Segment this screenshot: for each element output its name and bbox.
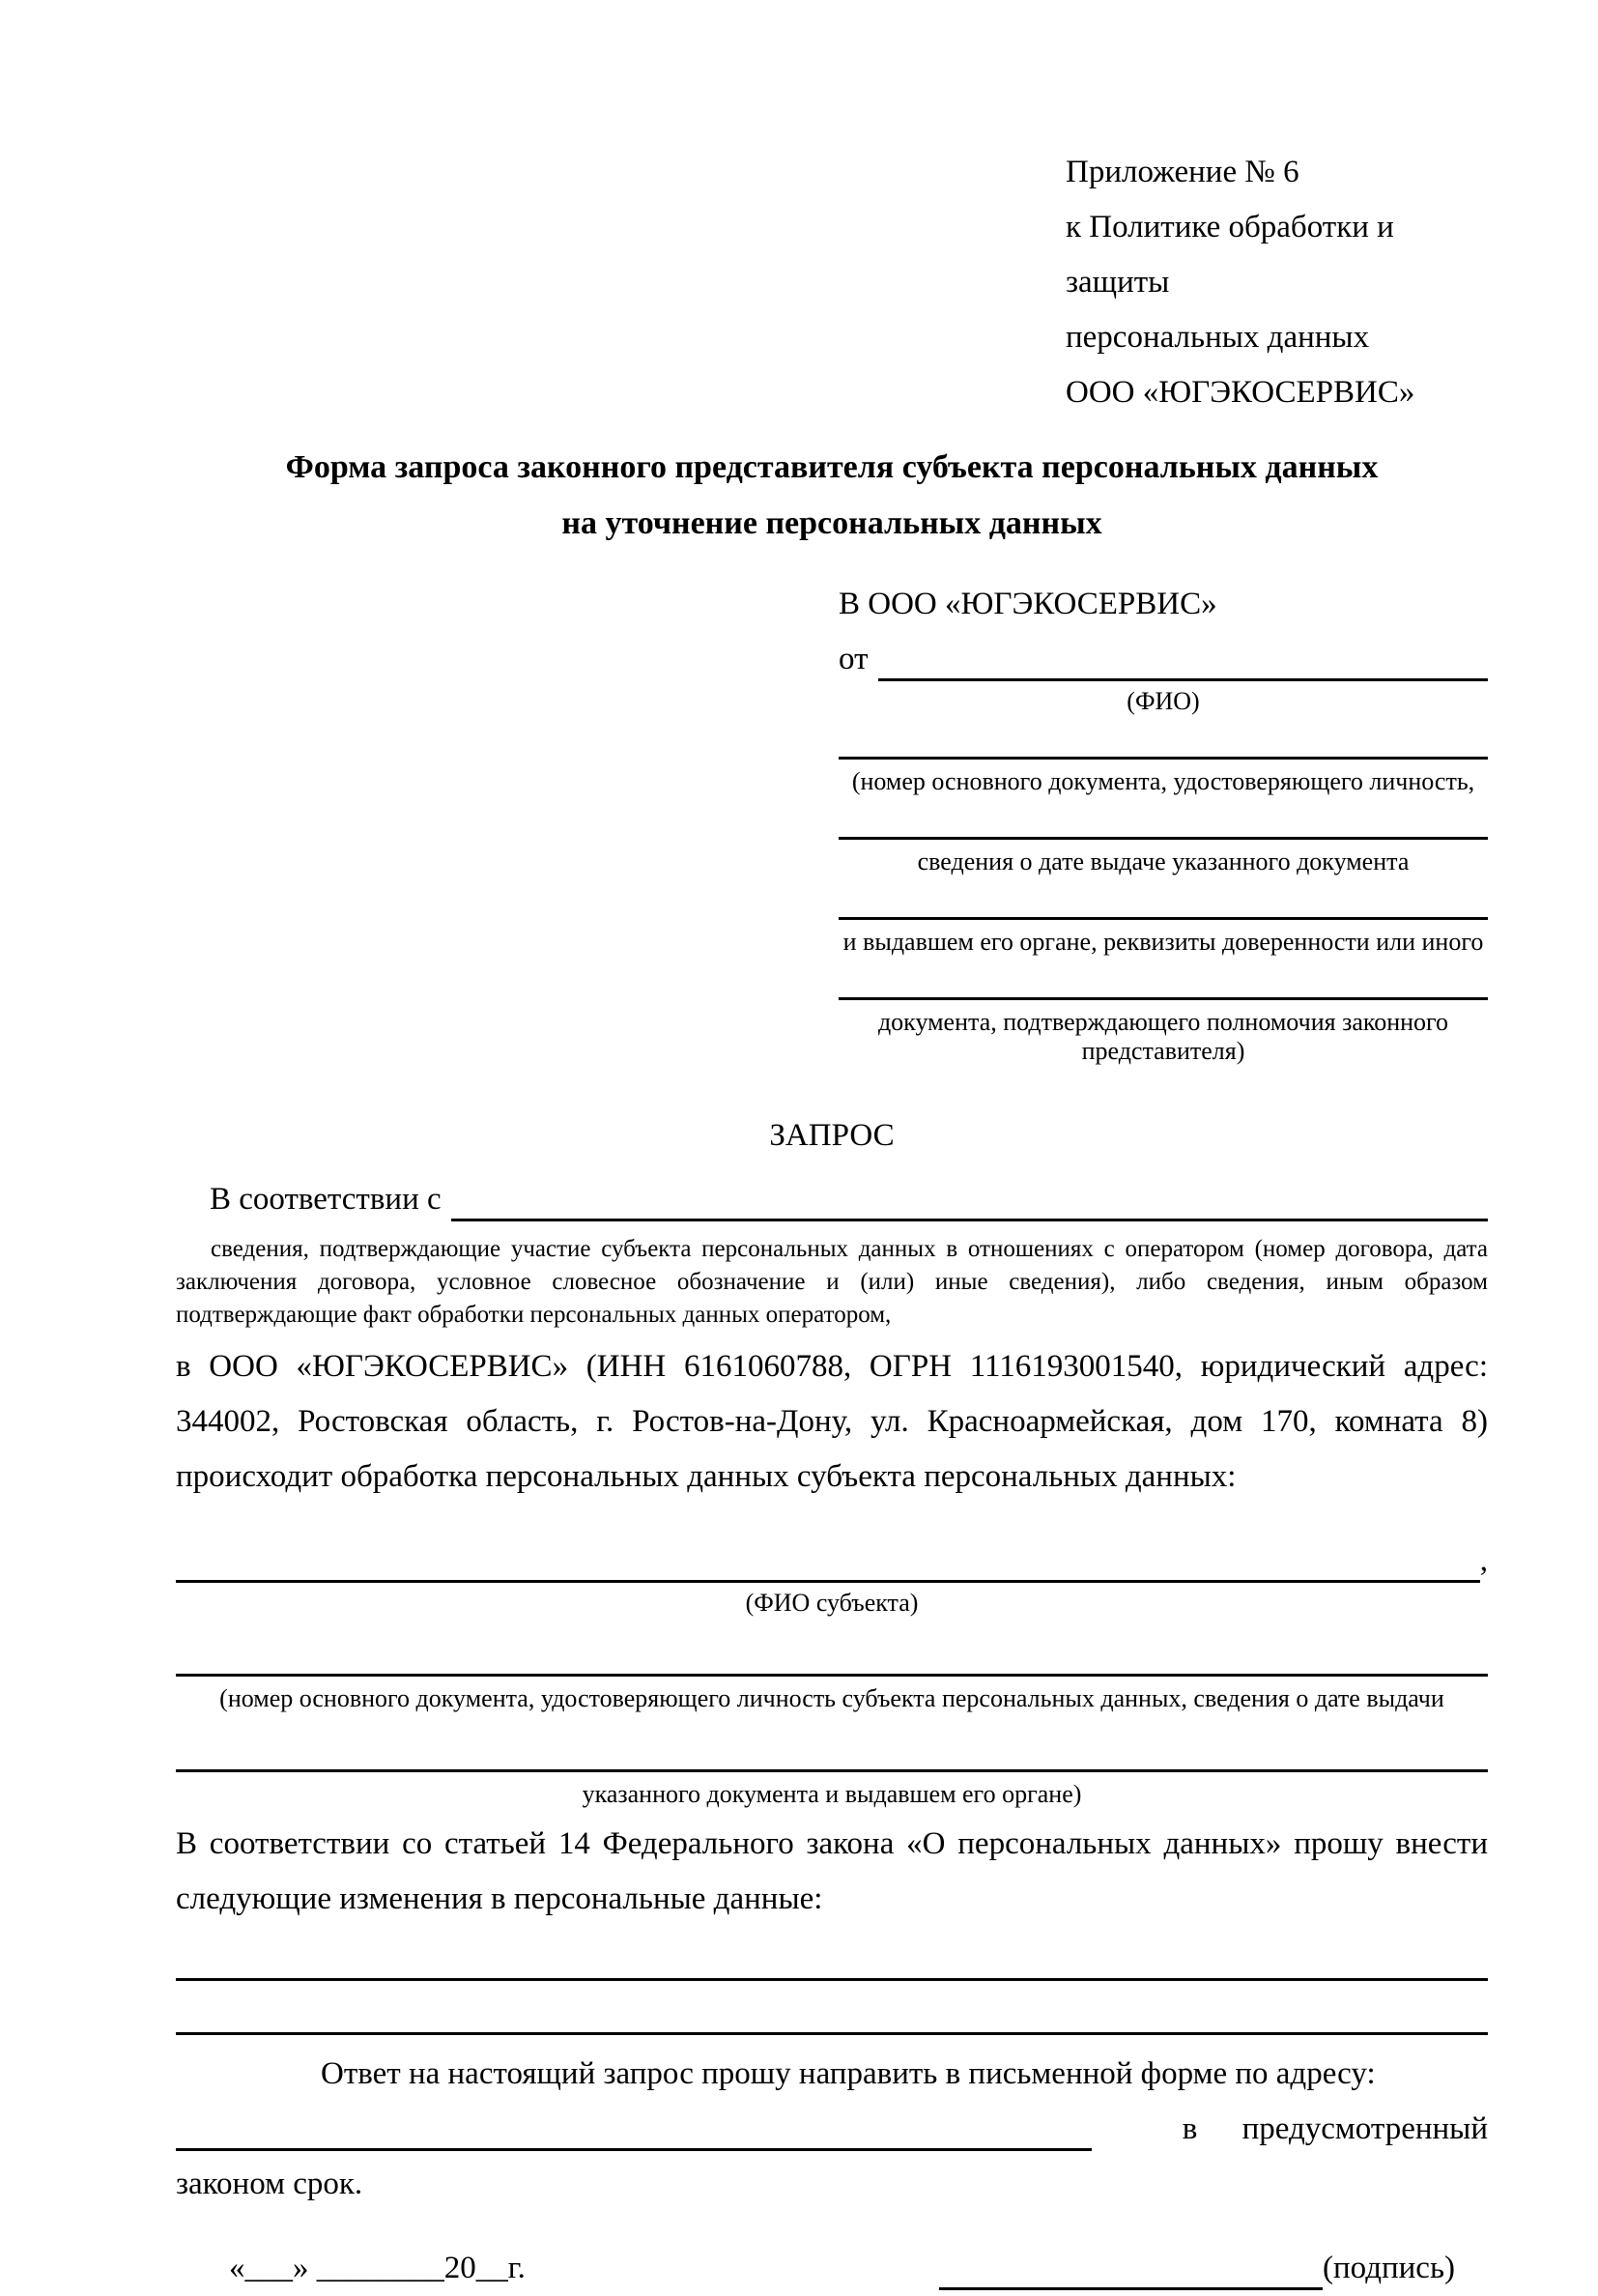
signature-field[interactable] — [939, 2287, 1323, 2290]
form-title-line2: на уточнение персональных данных — [561, 505, 1102, 541]
from-row — [839, 632, 1488, 687]
request-heading: ЗАПРОС — [769, 1118, 895, 1153]
response-address-field[interactable] — [176, 2148, 1092, 2151]
basis-field[interactable] — [451, 1219, 1488, 1221]
appendix-header — [1066, 145, 1488, 420]
subject-document-field2 — [176, 1713, 1488, 1809]
representative-name-field[interactable] — [878, 678, 1489, 681]
subject-fio-caption: (ФИО субъекта) — [745, 1589, 919, 1617]
appendix-policy-line: к Политике обработки и защиты — [1066, 210, 1394, 300]
addressee-block — [839, 577, 1488, 1066]
representative-document-field — [839, 716, 1488, 796]
appendix-company: ООО «ЮГЭКОСЕРВИС» — [1066, 375, 1415, 410]
issuing-authority-field — [839, 876, 1488, 957]
basis-label: В соответствии с — [210, 1182, 442, 1217]
fio-caption: (ФИО) — [1127, 687, 1200, 715]
changes-line1[interactable] — [176, 1927, 1488, 1981]
operator-paragraph: в ООО «ЮГЭКОСЕРВИС» (ИНН 6161060788, ОГРН 1116193001540, юридический адрес: 344002, Ростовская область, г. Ростов-на-Дону, ул. Красноармейская, дом 170, комната 8) происходит обработка персональных данных субъекта персональных данных: — [176, 1349, 1488, 1494]
document-number-line[interactable] — [839, 716, 1488, 760]
basis-fine-print: сведения, подтверждающие участие субъекта персональных данных в отношениях с оператором (номер договора, дата заключения договора, условное словесное обозначение и (или) иные сведения), либо сведения, иным образом подтверждающие факт обработки персональных данных оператором, — [176, 1236, 1488, 1328]
subject-fio-row — [176, 1534, 1488, 1589]
signature-row — [176, 2241, 1488, 2296]
changes-line2[interactable] — [176, 1981, 1488, 2035]
authority-document-field — [839, 957, 1488, 1066]
response-paragraph: Ответ на настоящий запрос прошу направить в письменной форме по адресу: — [321, 2056, 1376, 2091]
document-issue-date-line[interactable] — [839, 796, 1488, 840]
subject-document-caption1: (номер основного документа, удостоверяющего личность субъекта персональных данных, сведения о дате выдачи — [219, 1684, 1444, 1712]
subject-document-line2[interactable] — [176, 1713, 1488, 1772]
subject-document-line[interactable] — [176, 1618, 1488, 1677]
response-paragraph-tail: в предусмотренный — [1182, 2111, 1488, 2146]
basis-row — [176, 1172, 1488, 1227]
document-issue-date-caption: сведения о дате выдаче указанного документа — [917, 847, 1410, 875]
signature-caption: (подпись) — [1323, 2251, 1455, 2285]
form-title — [176, 440, 1488, 552]
trailing-comma: , — [1479, 1543, 1488, 1578]
response-address-row — [176, 2102, 1488, 2157]
addressee-organization: В ООО «ЮГЭКОСЕРВИС» — [839, 587, 1217, 621]
subject-fio-field[interactable] — [176, 1580, 1480, 1583]
authority-document-caption: документа, подтверждающего полномочия законного представителя) — [877, 1008, 1449, 1065]
authority-document-line[interactable] — [839, 957, 1488, 1000]
issuing-authority-caption: и выдавшем его органе, реквизиты доверенности или иного — [842, 928, 1484, 956]
signature-group — [939, 2241, 1455, 2296]
date-field[interactable]: «___» ________20__г. — [229, 2251, 526, 2285]
issuing-authority-line[interactable] — [839, 876, 1488, 920]
subject-document-caption2: указанного документа и выдавшем его органе) — [582, 1780, 1082, 1808]
document-number-caption: (номер основного документа, удостоверяющего личность, — [851, 767, 1475, 795]
appendix-policy-line2: персональных данных — [1066, 320, 1370, 355]
form-title-line1: Форма запроса законного представителя субъекта персональных данных — [285, 449, 1379, 485]
from-label: от — [839, 642, 869, 676]
response-paragraph-end: законом срок. — [176, 2167, 363, 2201]
appendix-number: Приложение № 6 — [1066, 155, 1299, 189]
law-paragraph: В соответствии со статьей 14 Федерального закона «О персональных данных» прошу внести следующие изменения в персональные данные: — [176, 1826, 1488, 1916]
document-issue-date-field — [839, 796, 1488, 876]
subject-document-field — [176, 1618, 1488, 1713]
